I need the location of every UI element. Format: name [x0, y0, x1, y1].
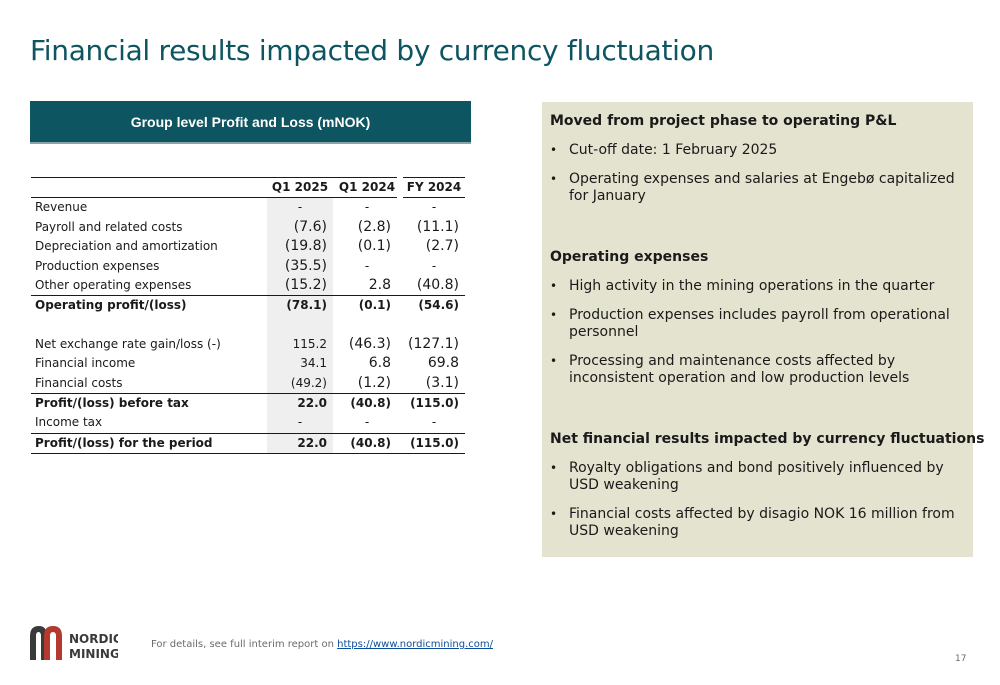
section-heading-operating-pl: Moved from project phase to operating P&L [550, 113, 897, 129]
list-item: • Financial costs affected by disagio NOK 16 million from USD weakening [550, 506, 955, 539]
footer-link[interactable]: https://www.nordicmining.com/ [337, 639, 494, 650]
cell-q1-2025: 115.2 [267, 335, 333, 354]
cell-fy-2024: - [403, 413, 465, 433]
cell-q1-2025: (7.6) [267, 218, 333, 237]
bullet-icon: • [550, 279, 558, 293]
bullet-icon: • [550, 172, 558, 186]
pl-column-headers [31, 178, 465, 198]
row-label: Revenue [35, 200, 88, 215]
row-label: Financial income [35, 356, 136, 371]
logo-mark-icon [28, 624, 118, 662]
bullet-list-net-financial [542, 460, 962, 552]
commentary-panel [542, 102, 985, 557]
cell-q1-2024: 6.8 [368, 355, 391, 372]
nordic-mining-logo [28, 624, 118, 662]
cell-q1-2024: (40.8) [337, 433, 397, 453]
table-row [31, 276, 465, 296]
cell-q1-2024: (0.1) [357, 238, 391, 255]
footer-note [151, 639, 493, 650]
list-item: • Cut-off date: 1 February 2025 [550, 142, 778, 158]
table-row-subtotal [31, 296, 465, 316]
table-row [31, 374, 465, 394]
cell-fy-2024: - [431, 200, 437, 215]
row-label: Net exchange rate gain/loss (-) [35, 336, 221, 351]
table-row [31, 413, 465, 433]
bullet-icon: • [550, 308, 558, 322]
row-label: Profit/(loss) before tax [35, 396, 189, 411]
cell-q1-2024: - [364, 258, 370, 273]
cell-q1-2025: 34.1 [267, 354, 333, 373]
cell-fy-2024: (127.1) [407, 335, 459, 352]
cell-q1-2025: (49.2) [267, 374, 333, 394]
footer-text: For details, see full interim report on [151, 639, 338, 650]
cell-fy-2024: (115.0) [403, 433, 465, 453]
row-label: Production expenses [35, 258, 160, 273]
cell-q1-2025: - [267, 198, 333, 218]
cell-q1-2025: (78.1) [267, 296, 333, 316]
cell-q1-2025: 22.0 [267, 394, 333, 414]
cell-q1-2024: - [337, 413, 397, 433]
cell-fy-2024: (115.0) [410, 396, 459, 411]
section-heading-net-financial: Net financial results impacted by currency fluctuations [550, 431, 985, 447]
cell-fy-2024: (40.8) [403, 276, 465, 296]
table-row-total [31, 433, 465, 453]
cell-q1-2024: 2.8 [337, 276, 397, 296]
table-row [31, 335, 465, 354]
cell-fy-2024: (2.7) [425, 238, 459, 255]
list-item: • High activity in the mining operations in the quarter [550, 278, 935, 294]
logo-text-nordic: NORDIC [69, 632, 118, 646]
column-header-q1-2025: Q1 2025 [267, 178, 333, 198]
pl-table [31, 177, 465, 454]
bullet-list-operating-expenses [542, 278, 962, 399]
cell-q1-2025: (35.5) [267, 257, 333, 276]
row-label: Other operating expenses [31, 276, 267, 296]
row-label: Financial costs [31, 374, 267, 394]
table-row [31, 218, 465, 237]
cell-q1-2024: (46.3) [348, 335, 391, 352]
cell-q1-2025: (19.8) [267, 237, 333, 256]
cell-q1-2025: (15.2) [267, 276, 333, 296]
cell-q1-2024: (1.2) [337, 374, 397, 394]
bullet-list-operating-pl [542, 142, 962, 217]
list-item: • Royalty obligations and bond positively influenced by USD weakening [550, 460, 944, 493]
row-label: Income tax [31, 413, 267, 433]
section-heading-operating-expenses: Operating expenses [550, 249, 709, 265]
bullet-icon: • [550, 143, 558, 157]
table-row [31, 257, 465, 276]
row-label: Profit/(loss) for the period [31, 433, 267, 453]
cell-q1-2024: (40.8) [350, 396, 391, 411]
page-number: 17 [955, 654, 967, 664]
cell-q1-2025: 22.0 [267, 433, 333, 453]
page-title: Financial results impacted by currency fluctuation [30, 34, 714, 67]
row-label: Operating profit/(loss) [35, 298, 187, 313]
row-label: Depreciation and amortization [35, 239, 218, 254]
cell-q1-2024: (2.8) [357, 218, 391, 235]
table-row [31, 198, 465, 218]
logo-text-mining: MINING [69, 647, 118, 661]
column-header-blank [31, 178, 267, 198]
cell-fy-2024: 69.8 [427, 355, 459, 372]
cell-fy-2024: (54.6) [418, 298, 459, 313]
table-row [31, 354, 465, 373]
cell-q1-2024: - [364, 200, 370, 215]
list-item: • Processing and maintenance costs affected by inconsistent operation and low production levels [550, 353, 910, 386]
bullet-icon: • [550, 354, 558, 368]
list-item: • Production expenses includes payroll from operational personnel [550, 307, 950, 340]
cell-fy-2024: (11.1) [416, 218, 459, 235]
cell-fy-2024: (3.1) [403, 374, 465, 394]
row-label: Payroll and related costs [35, 219, 183, 234]
table-row [31, 237, 465, 256]
column-header-fy-2024: FY 2024 [403, 178, 465, 198]
table-row-subtotal [31, 394, 465, 414]
pl-table-header: Group level Profit and Loss (mNOK) [30, 101, 471, 144]
cell-fy-2024: - [431, 258, 437, 273]
table-spacer [31, 316, 465, 335]
bullet-icon: • [550, 461, 558, 475]
list-item: • Operating expenses and salaries at Engebø capitalized for January [550, 171, 955, 204]
column-header-q1-2024: Q1 2024 [337, 178, 397, 198]
bullet-icon: • [550, 507, 558, 521]
cell-q1-2025: - [267, 413, 333, 433]
cell-q1-2024: (0.1) [358, 298, 391, 313]
